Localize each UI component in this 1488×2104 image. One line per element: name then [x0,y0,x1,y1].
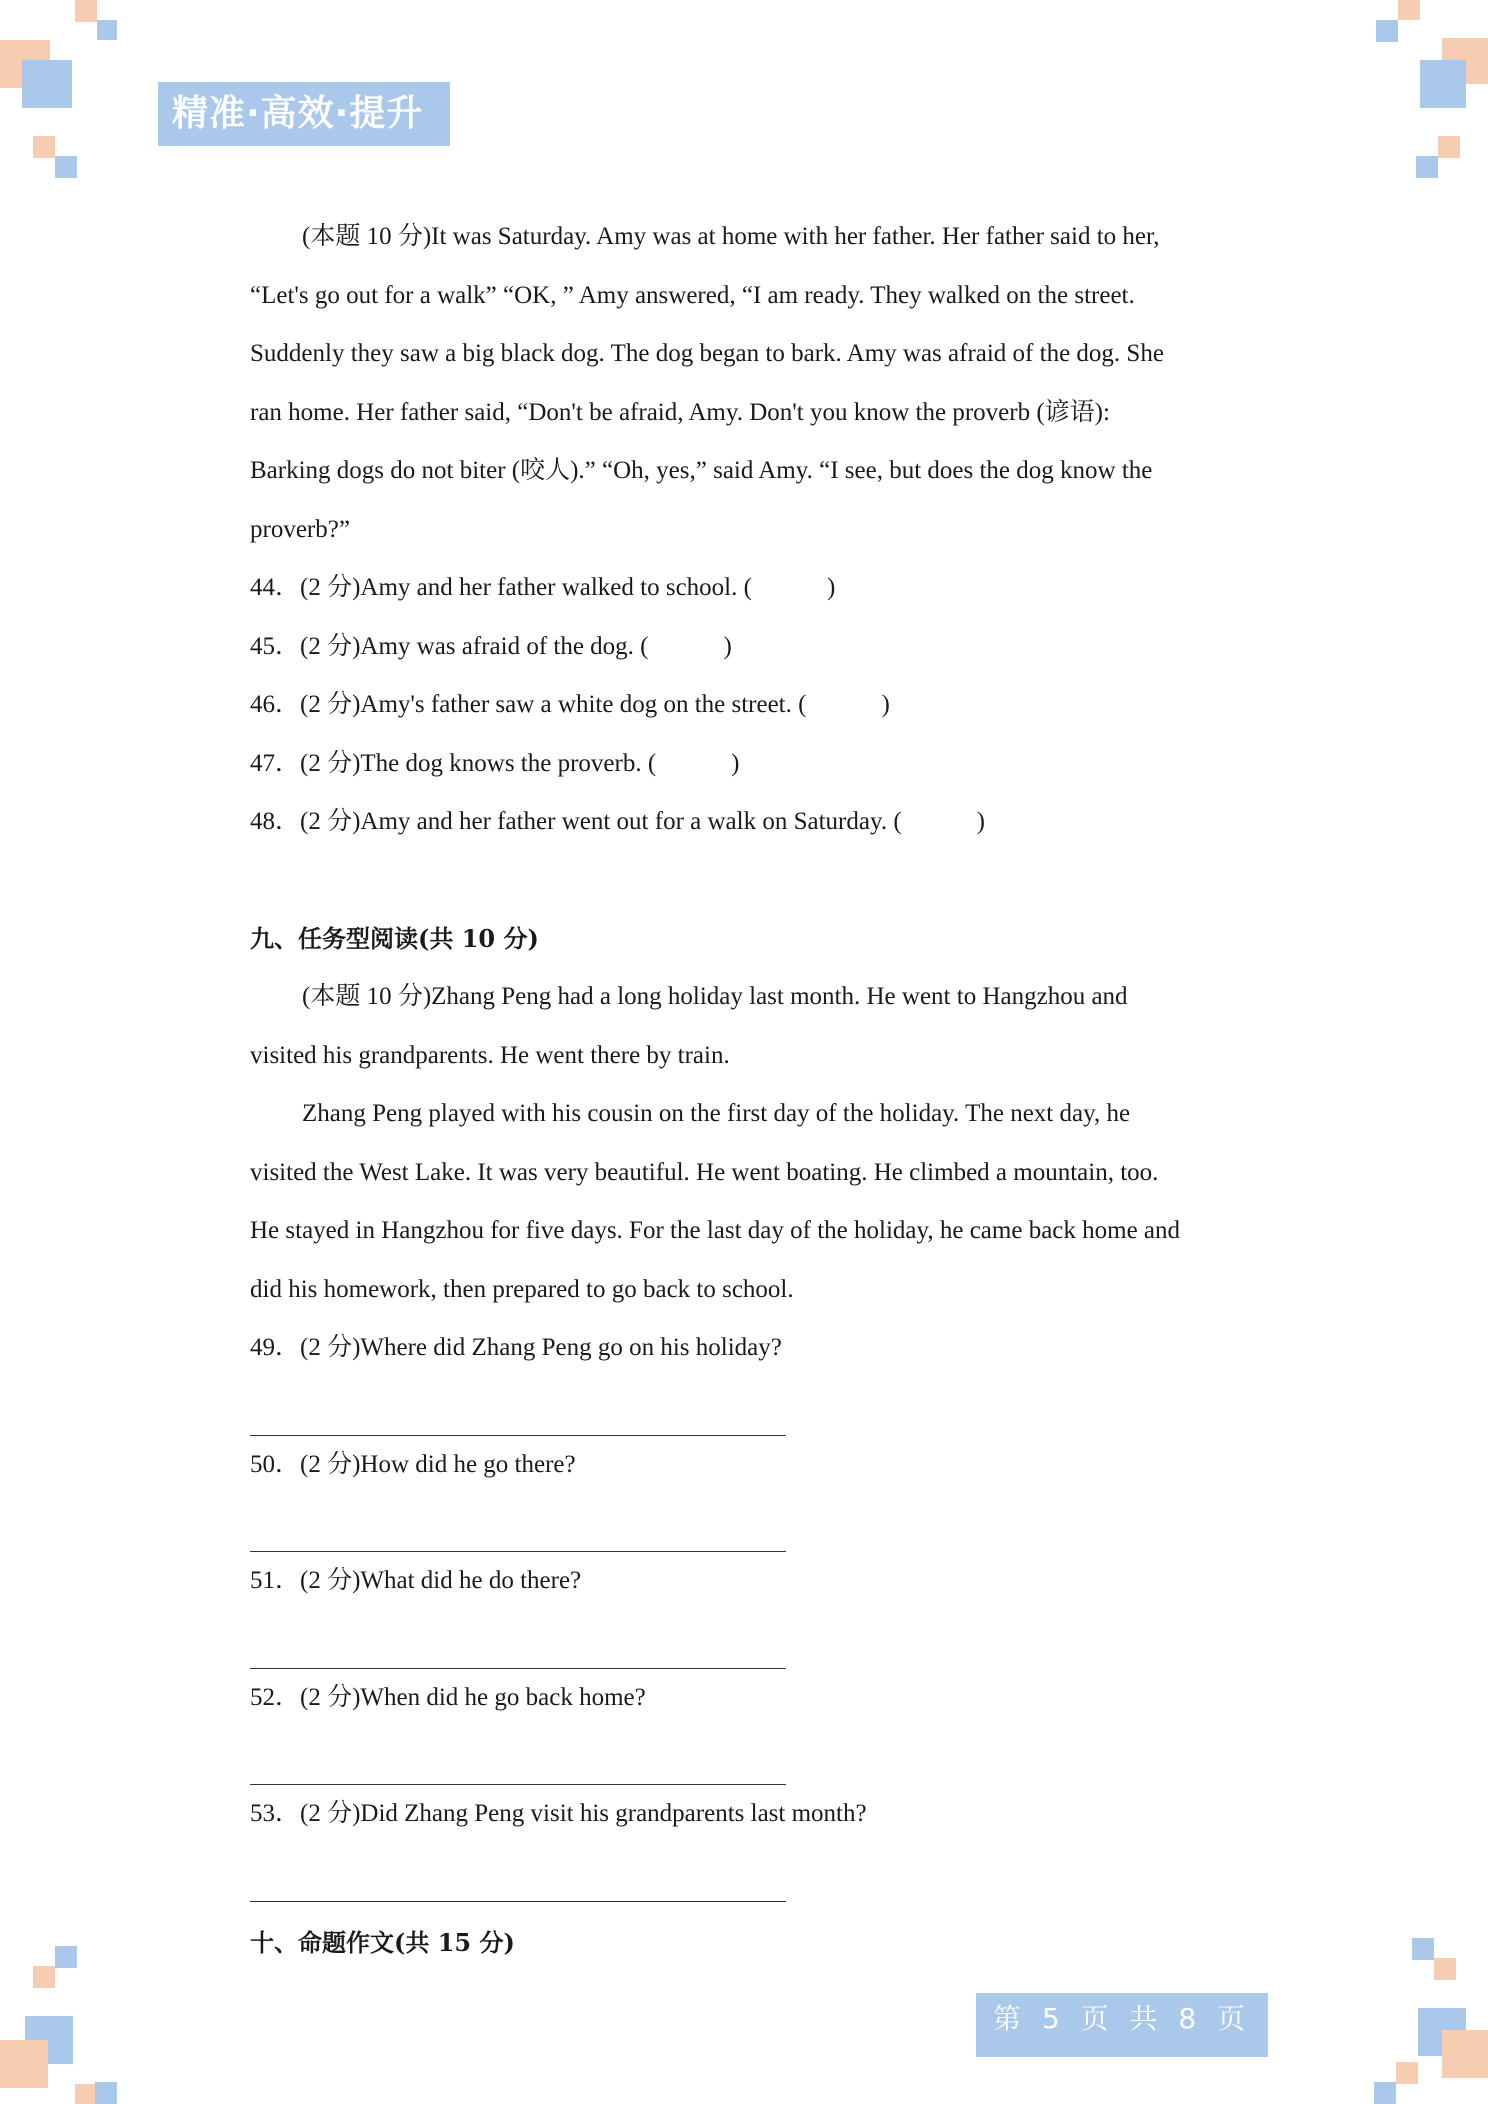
reading-passage-1 [250,208,1240,852]
passage-line: visited the West Lake. It was very beautiful. He went boating. He climbed a mountain, too. [250,1158,1159,1186]
question-46: 46．(2 分)Amy's father saw a white dog on the street. ( ) [250,691,890,718]
passage-line: (本题 10 分)Zhang Peng had a long holiday last month. He went to Hangzhou and [302,983,1128,1010]
question-45: 45．(2 分)Amy was afraid of the dog. ( ) [250,632,732,660]
passage-line: (本题 10 分)It was Saturday. Amy was at home with her father. Her father said to her, [302,223,1160,250]
page-number: 第 5 页 共 8 页 [976,1993,1268,2057]
passage-line: visited his grandparents. He went there by train. [250,1041,730,1069]
passage-line: Zhang Peng played with his cousin on the first day of the holiday. The next day, he [302,1100,1131,1127]
passage-line: He stayed in Hangzhou for five days. For the last day of the holiday, he came back home and [250,1217,1181,1244]
question-52: 52．(2 分)When did he go back home? [250,1683,646,1711]
answer-line-51[interactable] [250,1611,786,1669]
answer-line-49[interactable] [250,1378,786,1436]
passage-line: did his homework, then prepared to go back to school. [250,1275,794,1303]
passage-line: ran home. Her father said, “Don't be afraid, Amy. Don't you know the proverb (谚语): [250,398,1110,426]
question-47: 47．(2 分)The dog knows the proverb. ( ) [250,749,740,777]
answer-line-52[interactable] [250,1727,786,1785]
question-49: 49．(2 分)Where did Zhang Peng go on his holiday? [250,1334,782,1361]
passage-line: Barking dogs do not biter (咬人).” “Oh, yes,” said Amy. “I see, but does the dog know the [250,457,1153,484]
answer-line-53[interactable] [250,1844,786,1902]
answer-line-50[interactable] [250,1494,786,1552]
question-48: 48．(2 分)Amy and her father went out for a walk on Saturday. ( ) [250,808,985,835]
section-composition [250,1914,1240,1973]
section-task-reading [250,910,1240,1902]
page-content [250,208,1240,1972]
question-51: 51．(2 分)What did he do there? [250,1567,582,1594]
header-banner: 精准·高效·提升 [158,82,450,146]
passage-line: “Let's go out for a walk” “OK, ” Amy answered, “I am ready. They walked on the street. [250,281,1135,309]
question-53: 53．(2 分)Did Zhang Peng visit his grandparents last month? [250,1800,867,1827]
passage-line: Suddenly they saw a big black dog. The dog began to bark. Amy was afraid of the dog. She [250,340,1164,367]
section-9-heading: 九、任务型阅读(共 10 分) [250,923,539,953]
section-10-heading: 十、命题作文(共 15 分) [250,1927,515,1957]
question-50: 50．(2 分)How did he go there? [250,1450,576,1478]
question-44: 44．(2 分)Amy and her father walked to school. ( ) [250,574,836,601]
passage-line: proverb?” [250,515,350,543]
